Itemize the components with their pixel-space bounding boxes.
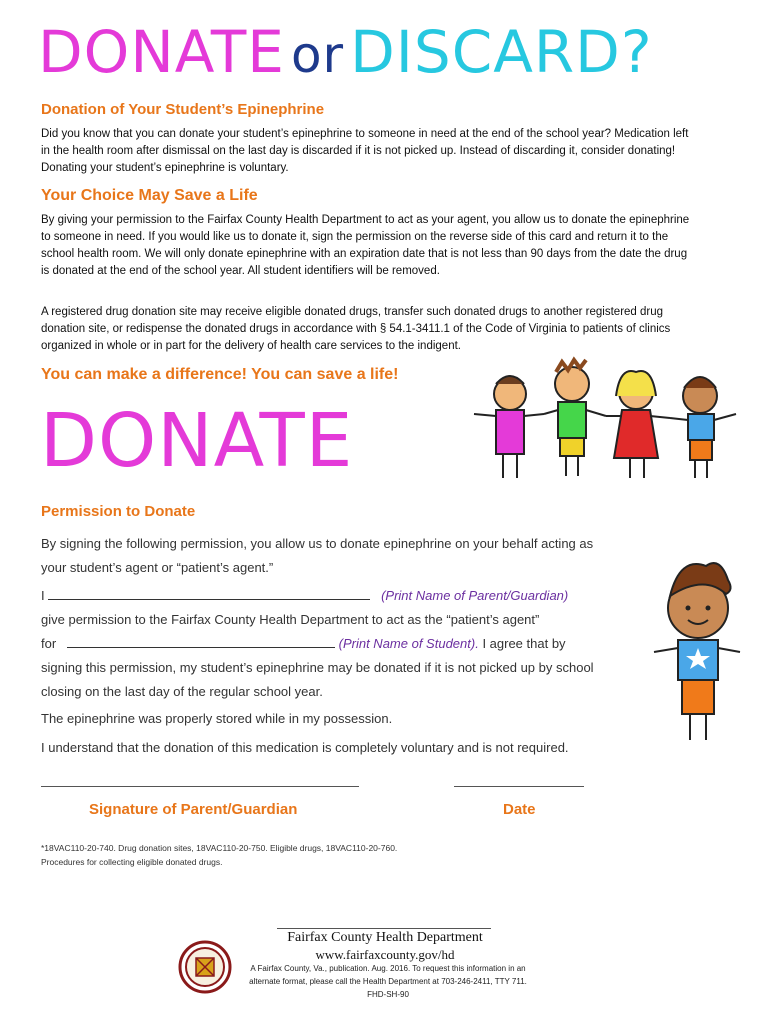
- signature-label: Signature of Parent/Guardian: [89, 801, 298, 818]
- student-name-field[interactable]: [67, 635, 335, 648]
- section-heading-choice: Your Choice May Save a Life: [41, 187, 258, 204]
- title-or: or: [290, 26, 345, 84]
- signature-line[interactable]: [41, 786, 359, 787]
- children-illustration: [460, 352, 750, 484]
- i-label: I: [41, 588, 45, 603]
- parent-name-field[interactable]: [48, 587, 370, 600]
- title-discard: DISCARD?: [350, 18, 653, 86]
- county-seal-icon: [178, 940, 232, 994]
- footnote: [41, 841, 601, 869]
- tagline: You can make a difference! You can save a life!: [41, 366, 399, 383]
- voluntary-text: I understand that the donation of this medication is completely voluntary and is not required.: [41, 740, 569, 755]
- donate-heading: DONATE: [40, 398, 354, 484]
- footer-pub-line-1: A Fairfax County, Va., publication. Aug. 2016. To request this information in an: [250, 964, 526, 973]
- footnote-line-2: Procedures for collecting eligible donated drugs.: [41, 857, 223, 867]
- section-text-donation: Did you know that you can donate your student’s epinephrine to someone in need at the end of the school year? Medication left in the health room after dismissal on the last day is discarded if it is not picked up. Instead of discarding it, consider donating! Donating your student’s epinephrine is voluntary.: [41, 128, 689, 174]
- give-permission-text: give permission to the Fairfax County Health Department to act as the “patient’s agent”: [41, 612, 540, 627]
- title-donate: DONATE: [38, 18, 285, 86]
- agree-text: I agree that by signing this permission, my student’s epinephrine may be donated if it is not picked up by school closing on the last day of the regular school year.: [41, 636, 594, 699]
- footer-rule: [277, 928, 491, 929]
- date-line[interactable]: [454, 786, 584, 787]
- section-text-choice: By giving your permission to the Fairfax County Health Department to act as your agent, you allow us to donate the epinephrine to someone in need. If you would like us to donate it, sign the permission on the reverse side of this card and return it to the school health room. We will only donate epinephrine with an expiration date that is not less than 90 days from the date the drug is donated at the end of the school year. All student identifiers will be removed.: [41, 214, 690, 277]
- footer-pub-line-2: alternate format, please call the Health Department at 703-246-2411, TTY 711.: [249, 977, 527, 986]
- footnote-line-1: *18VAC110-20-740. Drug donation sites, 18VAC110-20-750. Eligible drugs, 18VAC110-20-760.: [41, 843, 398, 853]
- stored-text: The epinephrine was properly stored while in my possession.: [41, 711, 393, 726]
- page-title: [38, 18, 653, 86]
- date-label: Date: [503, 801, 536, 818]
- boy-illustration: [644, 556, 748, 746]
- footer-org: Fairfax County Health Department: [287, 930, 483, 945]
- parent-name-row: [41, 584, 621, 608]
- student-name-row: [41, 632, 601, 704]
- print-parent-caption: (Print Name of Parent/Guardian): [381, 588, 569, 603]
- footer-publication: [238, 962, 538, 1001]
- print-student-caption: (Print Name of Student).: [338, 636, 479, 651]
- footer-code: FHD-SH-90: [367, 990, 409, 999]
- section-text-registry: A registered drug donation site may receive eligible donated drugs, transfer such donated drugs to another registered drug donation site, or redispense the donated drugs in accordance with § 54.1-3411.1 of the Code of Virginia to patients of clinics organized in whole or in part for the delivery of health care services to the indigent.: [41, 306, 671, 352]
- footer-url[interactable]: www.fairfaxcounty.gov/hd: [315, 947, 455, 962]
- permission-heading: Permission to Donate: [41, 503, 196, 520]
- section-heading-donation: Donation of Your Student’s Epinephrine: [41, 101, 325, 118]
- permission-intro: By signing the following permission, you allow us to donate epinephrine on your behalf acting as your student’s agent or “patient’s agent.”: [41, 536, 594, 575]
- child-figure: [474, 376, 544, 478]
- for-label: for: [41, 636, 57, 651]
